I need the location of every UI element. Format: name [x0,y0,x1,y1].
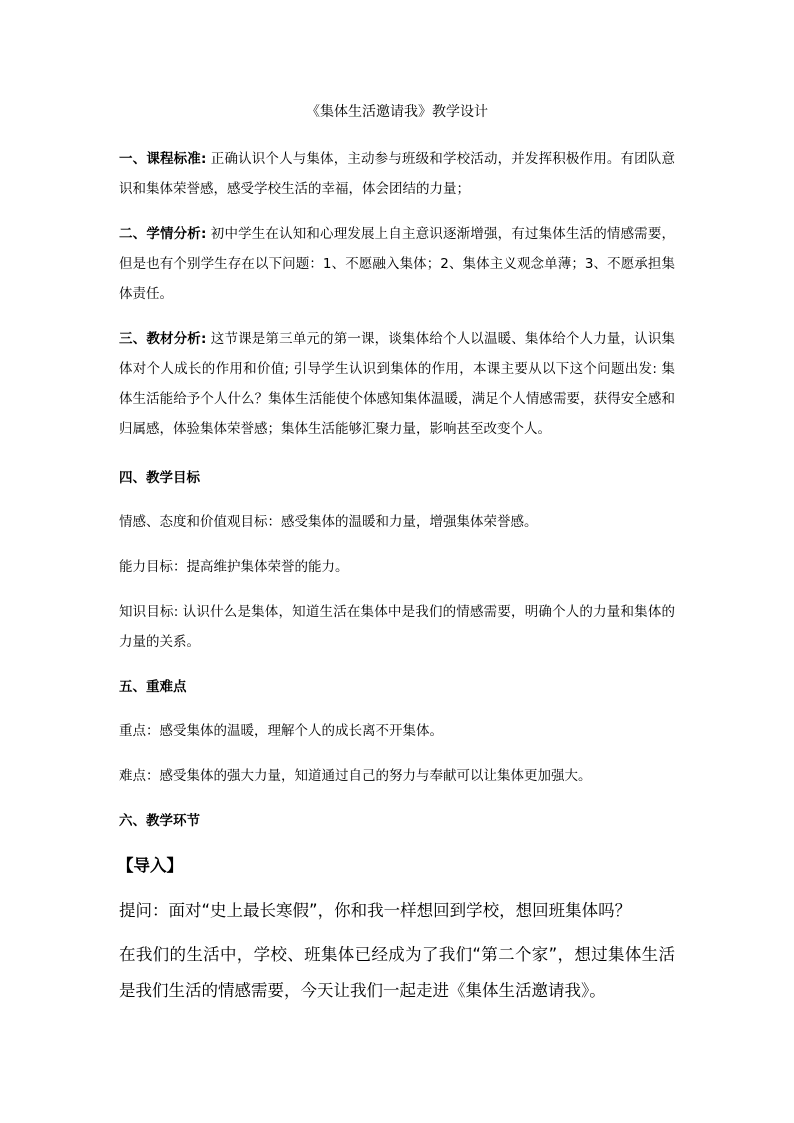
intro-text: 在我们的生活中，学校、班集体已经成为了我们“第二个家”，想过集体生活是我们生活的情感需要，今天让我们一起走进《集体生活邀请我》。 [119,945,675,1000]
section-curriculum-standard-body: 正确认识个人与集体，主动参与班级和学校活动，并发挥积极作用。有团队意识和集体荣誉感，感受学校生活的幸福，体会团结的力量； [119,151,675,197]
goal-emotion: 情感、态度和价值观目标：感受集体的温暖和力量，增强集体荣誉感。 [119,514,538,530]
section-textbook-analysis [119,324,675,444]
difficult-point: 难点：感受集体的强大力量，知道通过自己的努力与奉献可以让集体更加强大。 [119,768,592,784]
intro-heading: 【导入】 [117,856,183,875]
section-textbook-analysis-body: 这节课是第三单元的第一课，谈集体给个人以温暖、集体给个人力量，认识集体对个人成长的作用和价值; 引导学生认识到集体的作用，本课主要从以下这个问题出发: 集体生活能给予个人什么？集体生活能使个体感知集体温暖，满足个人情感需要，获得安全感和归属感，体验集体荣誉感；集体生活能够汇聚力量，影响甚至改变个人。 [119,331,675,437]
section-curriculum-standard [119,144,675,204]
section-learner-analysis-body: 初中学生在认知和心理发展上自主意识逐渐增强，有过集体生活的情感需要，但是也有个别学生存在以下问题：1、不愿融入集体；2、集体主义观念单薄；3、不愿承担集体责任。 [119,226,675,302]
section-teaching-process-heading: 六、教学环节 [119,813,200,829]
document-title: 《集体生活邀请我》教学设计 [306,104,488,120]
key-point: 重点：感受集体的温暖，理解个人的成长离不开集体。 [119,723,443,739]
section-textbook-analysis-heading: 三、教材分析: [119,331,207,347]
section-teaching-goals-heading: 四、教学目标 [119,470,200,486]
section-learner-analysis [119,219,675,309]
section-key-points-heading: 五、重难点 [119,679,187,695]
goal-knowledge: 知识目标: 认识什么是集体，知道生活在集体中是我们的情感需要，明确个人的力量和集体的力量的关系。 [119,604,675,650]
intro-question: 提问：面对“史上最长寒假”，你和我一样想回到学校，想回班集体吗？ [119,901,632,920]
goal-ability: 能力目标：提高维护集体荣誉的能力。 [119,559,349,575]
section-curriculum-standard-heading: 一、课程标准: [119,151,207,167]
section-learner-analysis-heading: 二、学情分析: [119,226,207,242]
